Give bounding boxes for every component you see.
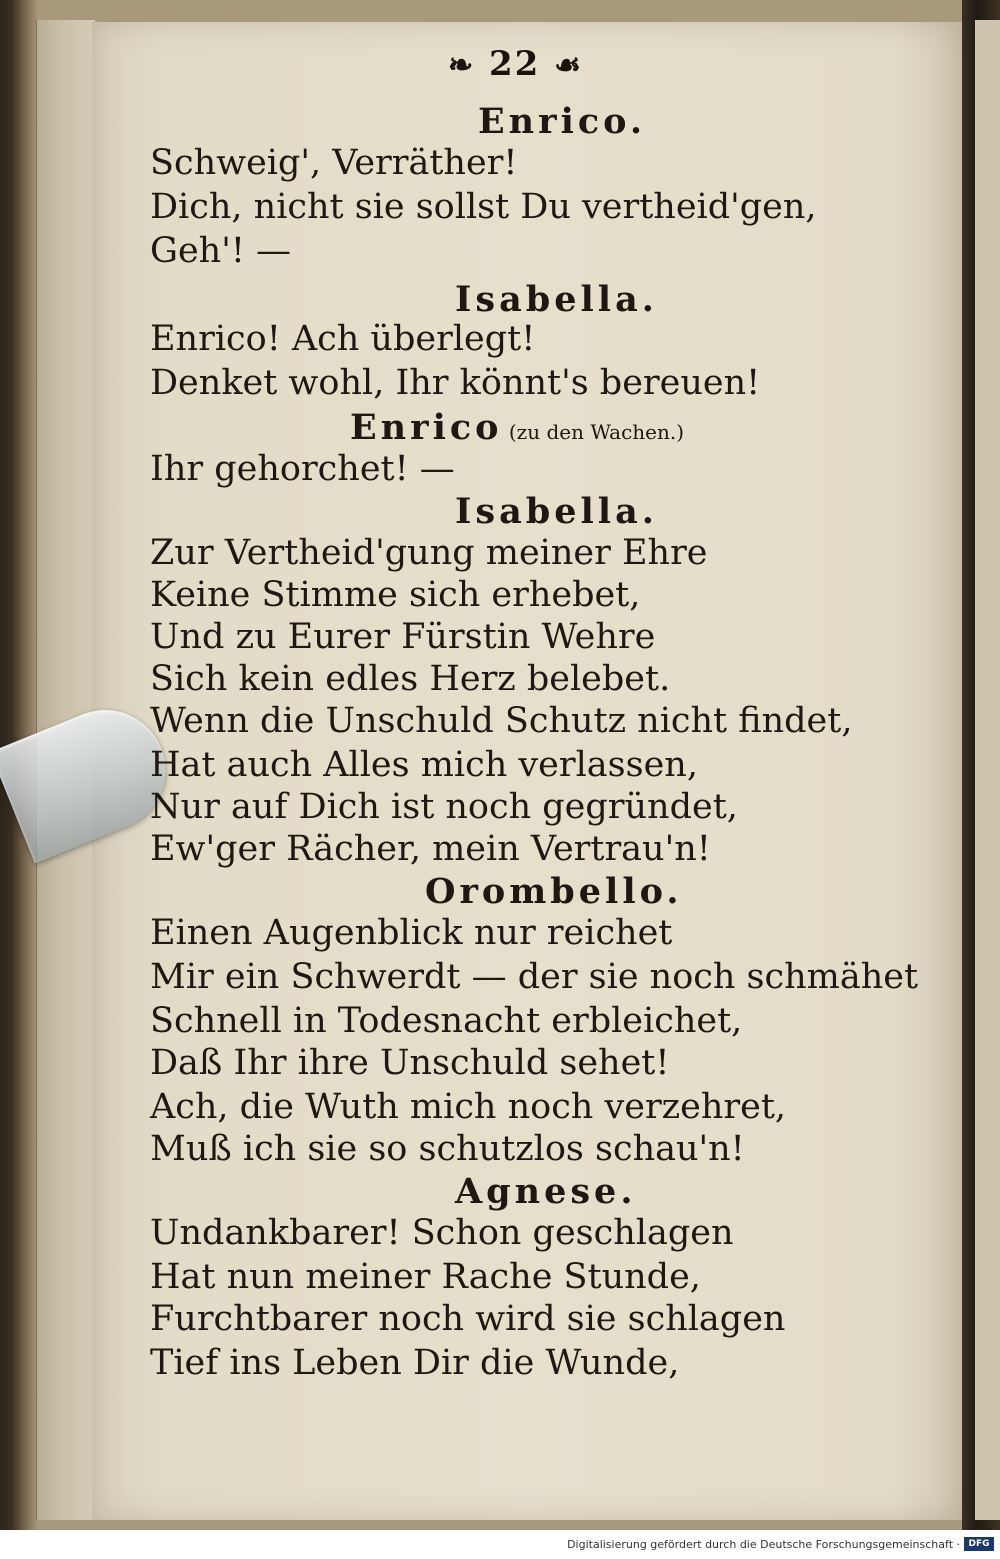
- facing-page-edge: [975, 20, 1000, 1520]
- verse-line: [150, 1213, 734, 1253]
- speaker-name: [455, 491, 658, 532]
- verse-line: [150, 957, 919, 997]
- verse-line: [150, 363, 761, 403]
- line-text: Enrico: [350, 407, 503, 448]
- footer-credit: Digitalisierung gefördert durch die Deutsche Forschungsgemeinschaft ·: [567, 1538, 960, 1551]
- verse-line: [150, 617, 656, 657]
- line-text: Dich, nicht sie sollst Du vertheid'gen,: [150, 187, 817, 227]
- line-text: Undankbarer! Schon geschlagen: [150, 1213, 734, 1253]
- verse-line: [150, 449, 455, 489]
- line-text: Mir ein Schwerdt — der sie noch schmähet: [150, 957, 919, 997]
- verse-line: [150, 745, 698, 785]
- page-header: [448, 44, 583, 84]
- page-number: 22: [488, 44, 541, 84]
- line-text: Denket wohl, Ihr könnt's bereuen!: [150, 363, 761, 403]
- verse-line: [150, 701, 853, 741]
- speaker-name: [478, 101, 647, 142]
- verse-line: [150, 659, 671, 699]
- speaker-name: [455, 279, 658, 320]
- verse-line: [150, 1343, 680, 1383]
- line-text: Ach, die Wuth mich noch verzehret,: [150, 1087, 787, 1127]
- line-text: Furchtbarer noch wird sie schlagen: [150, 1299, 786, 1339]
- line-text: Enrico.: [478, 101, 647, 142]
- verse-line: [150, 1043, 670, 1083]
- line-text: Hat auch Alles mich verlassen,: [150, 745, 698, 785]
- line-text: Einen Augenblick nur reichet: [150, 913, 673, 953]
- line-text: Wenn die Unschuld Schutz nicht findet,: [150, 701, 853, 741]
- verse-line: [150, 787, 738, 827]
- verse-line: [150, 1129, 745, 1169]
- verse-line: [150, 1087, 787, 1127]
- verse-line: [150, 143, 518, 183]
- speaker-name: [425, 871, 683, 912]
- verse-line: [150, 575, 641, 615]
- line-text: Isabella.: [455, 279, 658, 320]
- speaker-name: [455, 1171, 637, 1212]
- speaker-name: [350, 407, 685, 448]
- verse-line: [150, 829, 711, 869]
- line-text: Orombello.: [425, 871, 683, 912]
- line-text: Hat nun meiner Rache Stunde,: [150, 1257, 701, 1297]
- dfg-logo: DFG: [964, 1537, 994, 1551]
- line-text: Geh'! —: [150, 231, 292, 271]
- verse-line: [150, 1299, 786, 1339]
- line-text: Keine Stimme sich erhebet,: [150, 575, 641, 615]
- line-text: Agnese.: [455, 1171, 637, 1212]
- verse-line: [150, 187, 817, 227]
- verse-line: [150, 913, 673, 953]
- line-text: Schweig', Verräther!: [150, 143, 518, 183]
- digitization-footer: [0, 1530, 1000, 1559]
- ornament-left-icon: ❧: [448, 48, 476, 83]
- verse-line: [150, 1257, 701, 1297]
- verse-line: [150, 1001, 743, 1041]
- line-text: Und zu Eurer Fürstin Wehre: [150, 617, 656, 657]
- line-text: Zur Vertheid'gung meiner Ehre: [150, 533, 708, 573]
- line-text: Muß ich sie so schutzlos schau'n!: [150, 1129, 745, 1169]
- verse-line: [150, 533, 708, 573]
- line-text: Enrico! Ach überlegt!: [150, 319, 536, 359]
- ornament-right-icon: ☙: [554, 48, 584, 83]
- verse-line: [150, 319, 536, 359]
- line-text: Schnell in Todesnacht erbleichet,: [150, 1001, 743, 1041]
- line-text: Ihr gehorchet! —: [150, 449, 455, 489]
- stage-direction: (zu den Wachen.): [502, 420, 685, 444]
- line-text: Isabella.: [455, 491, 658, 532]
- line-text: Daß Ihr ihre Unschuld sehet!: [150, 1043, 670, 1083]
- line-text: Tief ins Leben Dir die Wunde,: [150, 1343, 680, 1383]
- line-text: Ew'ger Rächer, mein Vertrau'n!: [150, 829, 711, 869]
- line-text: Nur auf Dich ist noch gegründet,: [150, 787, 738, 827]
- verse-line: [150, 231, 292, 271]
- line-text: Sich kein edles Herz belebet.: [150, 659, 671, 699]
